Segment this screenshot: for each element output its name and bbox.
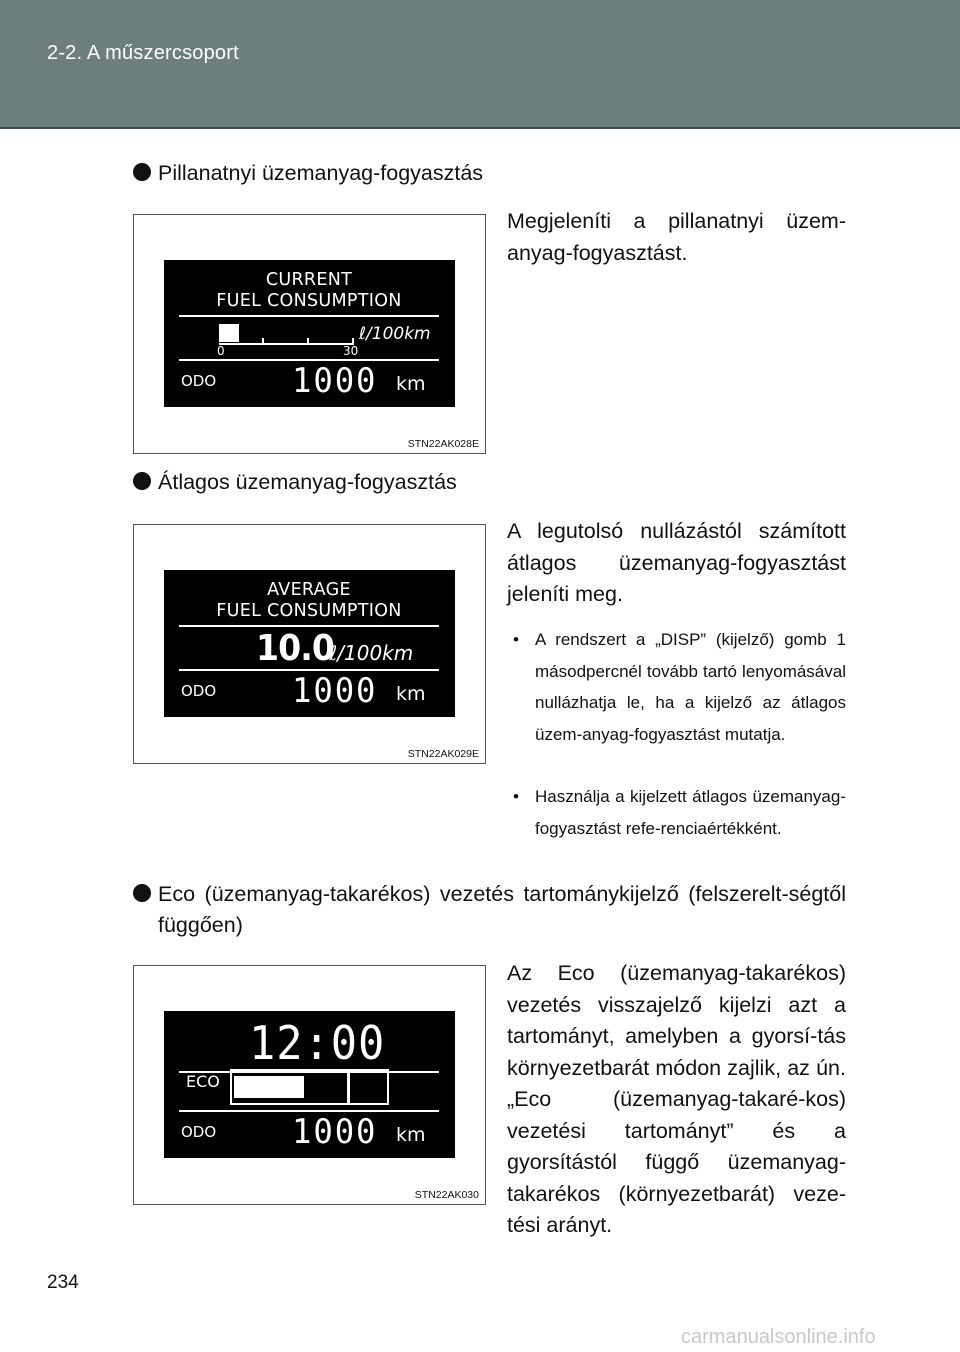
bullet-icon: [133, 884, 151, 902]
lcd-screen: [164, 1011, 455, 1158]
odo-label: ODO: [181, 372, 217, 390]
watermark: carmanualsonline.info: [681, 1326, 876, 1348]
fuel-bar-min-label: 0: [217, 344, 225, 358]
note-bullet: •: [513, 787, 519, 806]
section-heading-current: [133, 158, 833, 189]
section-paragraph-average: A legutolsó nullázástól számított átlagos üzemanyag-fogyasztást jeleníti meg.: [507, 519, 846, 606]
display-figure-average: [133, 524, 486, 764]
fuel-bar-baseline: [219, 343, 354, 345]
fuel-bar-tick: [352, 338, 354, 343]
fuel-bar-gauge: [219, 322, 354, 346]
section-heading-average: [133, 467, 833, 498]
eco-indicator-divider: [347, 1071, 350, 1103]
section-heading-text: Pillanatnyi üzemanyag-fogyasztás: [158, 161, 484, 185]
average-unit: ℓ/100km: [329, 641, 414, 665]
eco-indicator-bar: [230, 1069, 389, 1105]
figure-code: STN22AK029E: [407, 748, 479, 760]
lcd-screen: [164, 570, 455, 717]
odo-unit: km: [396, 683, 426, 705]
fuel-bar-tick: [307, 338, 309, 343]
bullet-icon: [133, 163, 151, 181]
display-title-line1: CURRENT: [265, 270, 353, 290]
display-divider: [179, 625, 439, 627]
eco-indicator-fill: [234, 1076, 304, 1098]
display-figure-current: [133, 214, 486, 454]
note-text: Használja a kijelzett átlagos üzemanyag-fogyasztást refe-renciaértékként.: [535, 787, 846, 838]
note-text: A rendszert a „DISP” (kijelző) gomb 1 másodpercnél tovább tartó lenyomásával nullázhatja le, ha a kijelző az átlagos üzem-anyag-fogyasztást mutatja.: [535, 630, 846, 744]
figure-code: STN22AK030: [414, 1189, 479, 1201]
fuel-bar-fill: [219, 324, 239, 342]
fuel-bar-tick: [262, 338, 264, 343]
header-divider: [0, 127, 960, 129]
fuel-bar-unit: ℓ/100km: [359, 324, 431, 344]
display-title-line1: AVERAGE: [267, 580, 351, 600]
display-title-line2: FUEL CONSUMPTION: [216, 601, 402, 621]
display-figure-eco: [133, 965, 486, 1205]
odo-value: 1000: [292, 361, 378, 401]
odo-value: 1000: [292, 1112, 378, 1152]
note-item: [513, 781, 846, 844]
odo-unit: km: [396, 373, 426, 395]
eco-label: ECO: [186, 1072, 220, 1091]
section-paragraph-current: Megjeleníti a pillanatnyi üzem-anyag-fogyasztást.: [507, 209, 846, 265]
odo-label: ODO: [181, 1123, 217, 1141]
lcd-screen: [164, 260, 455, 407]
section-heading-text: Átlagos üzemanyag-fogyasztás: [158, 470, 457, 494]
note-item: [513, 624, 846, 750]
page-number: 234: [47, 1272, 79, 1293]
section-heading-text: Eco (üzemanyag-takarékos) vezetés tartománykijelző (felszerelt-ségtől függően): [158, 882, 846, 937]
average-value: 10.0: [256, 628, 335, 669]
display-divider: [179, 315, 439, 317]
section-paragraph-eco: Az Eco (üzemanyag-takarékos) vezetés visszajelző kijelzi azt a tartományt, amelyben a gyorsí-tás környezetbarát módon zajlik, az ún. „Eco (üzemanyag-takaré-kos) vezetési tartományt” és a gyorsítástól függő üzemanyag-takarékos (környezetbarát) veze-tési arányt.: [507, 961, 846, 1237]
fuel-bar-max-label: 30: [343, 344, 359, 358]
page-header: [0, 0, 960, 127]
note-bullet: •: [513, 630, 519, 649]
odo-unit: km: [396, 1124, 426, 1146]
display-title-line2: FUEL CONSUMPTION: [216, 291, 402, 311]
odo-value: 1000: [292, 671, 378, 711]
figure-code: STN22AK028E: [407, 438, 479, 450]
odo-label: ODO: [181, 682, 217, 700]
chapter-title: 2-2. A műszercsoport: [47, 42, 239, 64]
clock-value: 12:00: [249, 1016, 386, 1070]
bullet-icon: [133, 472, 151, 490]
section-heading-eco: [133, 879, 846, 941]
